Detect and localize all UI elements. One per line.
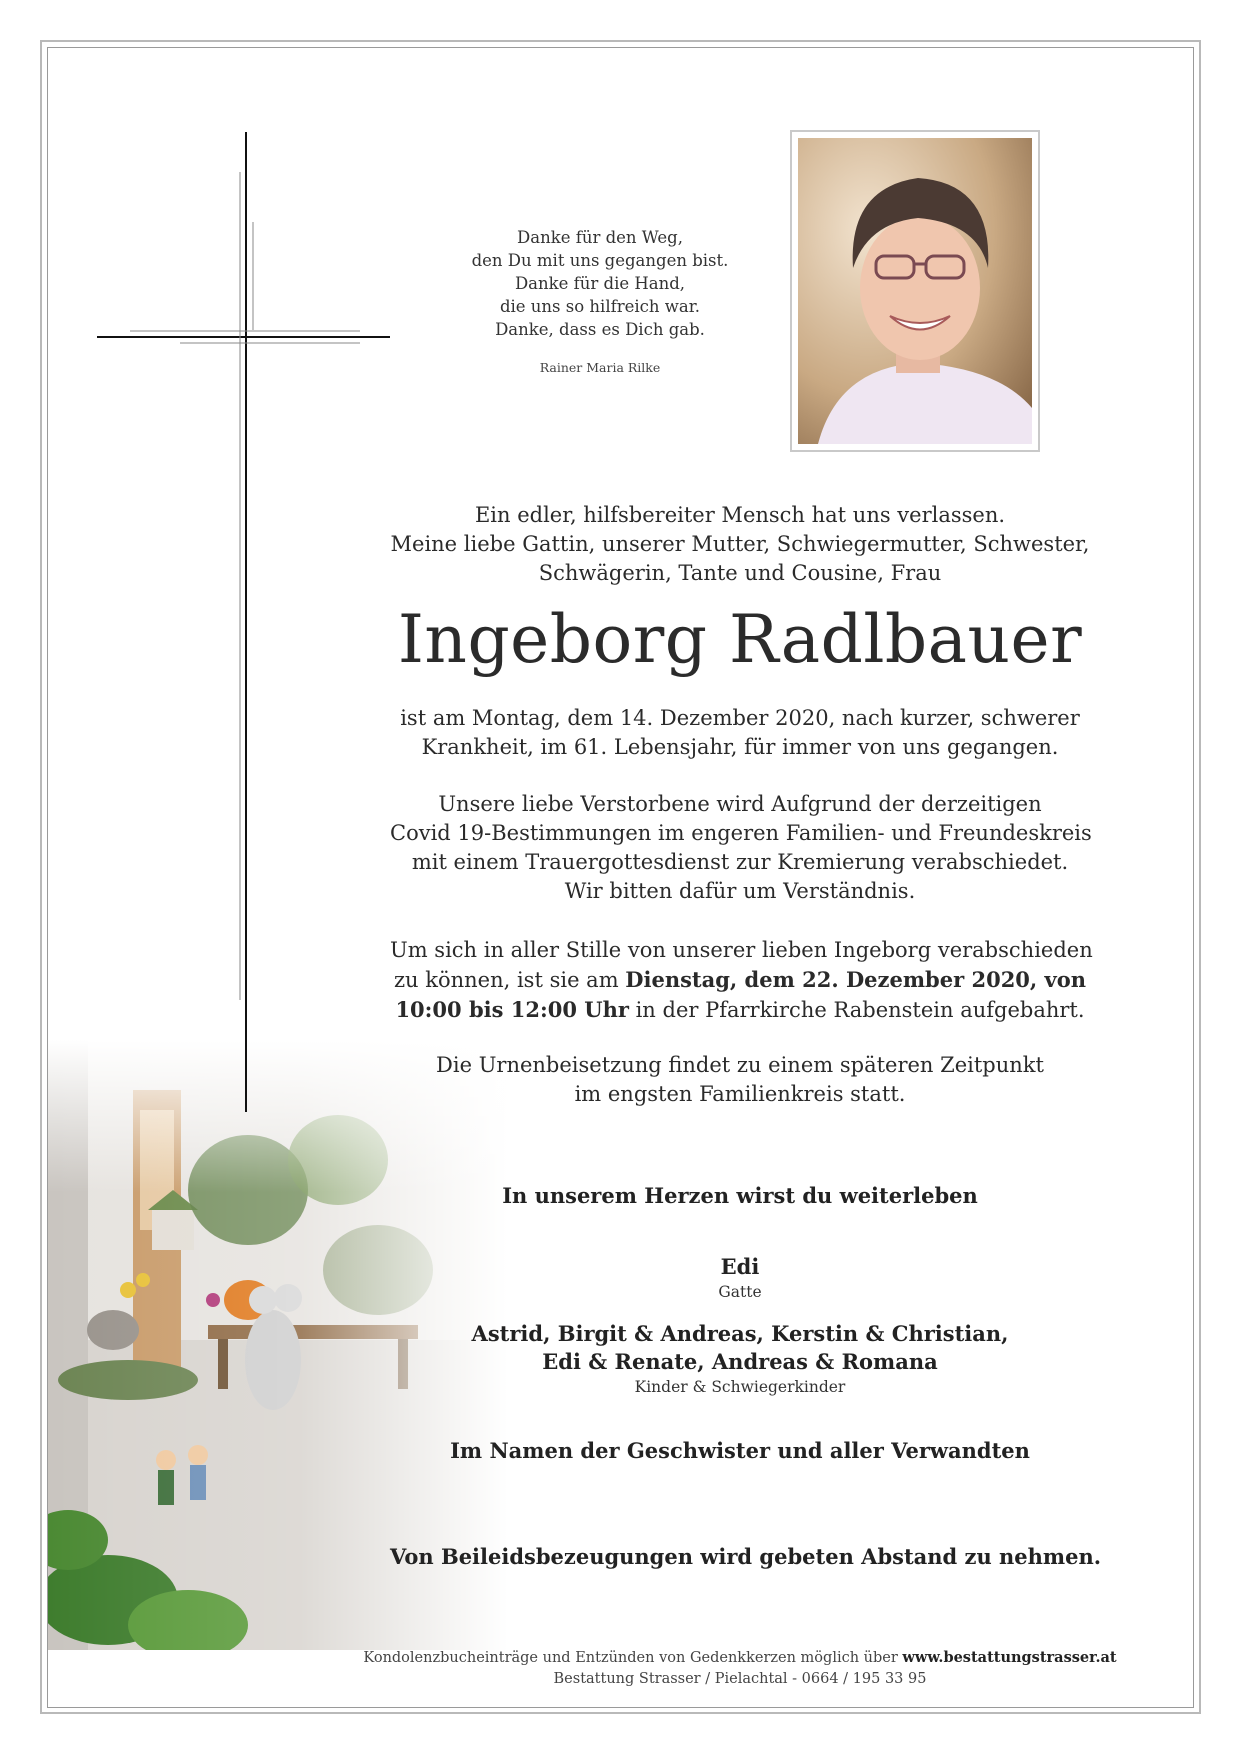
portrait-photo <box>798 138 1032 444</box>
footer-text: Kondolenzbucheinträge und Entzünden von Gedenkkerzen möglich über <box>363 1650 903 1666</box>
death-notice-line: ist am Montag, dem 14. Dezember 2020, nach kurzer, schwerer <box>400 706 1080 730</box>
relatives-line: Im Namen der Geschwister und aller Verwandten <box>450 1438 1030 1463</box>
urn-notice <box>390 1051 1090 1109</box>
viewing-line <box>390 965 1090 995</box>
poem-line: Danke für die Hand, <box>514 274 686 293</box>
covid-notice-line: mit einem Trauergottesdienst zur Kremierung verabschiedet. <box>411 850 1069 874</box>
poem-line: Danke, dass es Dich gab. <box>495 320 705 339</box>
viewing-location: in der Pfarrkirche Rabenstein aufgebahrt. <box>628 998 1085 1022</box>
children-names-line: Astrid, Birgit & Andreas, Kerstin & Christian, <box>471 1321 1009 1346</box>
spouse-name: Edi <box>720 1254 760 1279</box>
spouse-role: Gatte <box>718 1283 762 1301</box>
intro-text <box>390 501 1090 588</box>
portrait-photo-frame <box>790 130 1040 452</box>
urn-line: Die Urnenbeisetzung findet zu einem späteren Zeitpunkt <box>436 1053 1044 1077</box>
poem-line: die uns so hilfreich war. <box>499 297 701 316</box>
death-notice <box>390 704 1090 762</box>
children-names-line: Edi & Renate, Andreas & Romana <box>542 1349 938 1374</box>
viewing-date: Dienstag, dem 22. Dezember 2020, von <box>625 967 1087 992</box>
footer-condolence-info <box>330 1649 1150 1666</box>
intro-line: Meine liebe Gattin, unserer Mutter, Schwiegermutter, Schwester, <box>390 532 1090 556</box>
poem <box>450 226 750 341</box>
intro-line: Schwägerin, Tante und Cousine, Frau <box>538 561 942 585</box>
covid-notice-line: Covid 19-Bestimmungen im engeren Familien- und Freundeskreis <box>390 821 1092 845</box>
viewing-line <box>390 995 1090 1025</box>
children-role: Kinder & Schwiegerkinder <box>634 1378 846 1396</box>
footer-contact: Bestattung Strasser / Pielachtal - 0664 / 195 33 95 <box>553 1671 927 1687</box>
urn-line: im engsten Familienkreis statt. <box>574 1082 906 1106</box>
viewing-notice <box>390 936 1093 1025</box>
poem-line: den Du mit uns gegangen bist. <box>471 251 729 270</box>
poem-line: Danke für den Weg, <box>517 228 683 247</box>
viewing-text: zu können, ist sie am <box>393 968 626 992</box>
footer-website-link[interactable]: www.bestattungstrasser.at <box>902 1649 1117 1666</box>
condolence-note: Von Beileidsbezeugungen wird gebeten Abstand zu nehmen. <box>390 1544 1102 1569</box>
covid-notice-line: Unsere liebe Verstorbene wird Aufgrund der derzeitigen <box>438 792 1042 816</box>
death-notice-line: Krankheit, im 61. Lebensjahr, für immer von uns gegangen. <box>421 735 1059 759</box>
intro-line: Ein edler, hilfsbereiter Mensch hat uns verlassen. <box>474 503 1006 527</box>
closing-line: In unserem Herzen wirst du weiterleben <box>502 1183 978 1208</box>
covid-notice-line: Wir bitten dafür um Verständnis. <box>564 879 916 903</box>
poem-author: Rainer Maria Rilke <box>539 360 661 375</box>
deceased-name: Ingeborg Radlbauer <box>397 601 1083 678</box>
covid-notice <box>390 790 1090 906</box>
viewing-time: 10:00 bis 12:00 Uhr <box>395 997 629 1022</box>
viewing-line: Um sich in aller Stille von unserer lieben Ingeborg verabschieden <box>390 938 1093 962</box>
